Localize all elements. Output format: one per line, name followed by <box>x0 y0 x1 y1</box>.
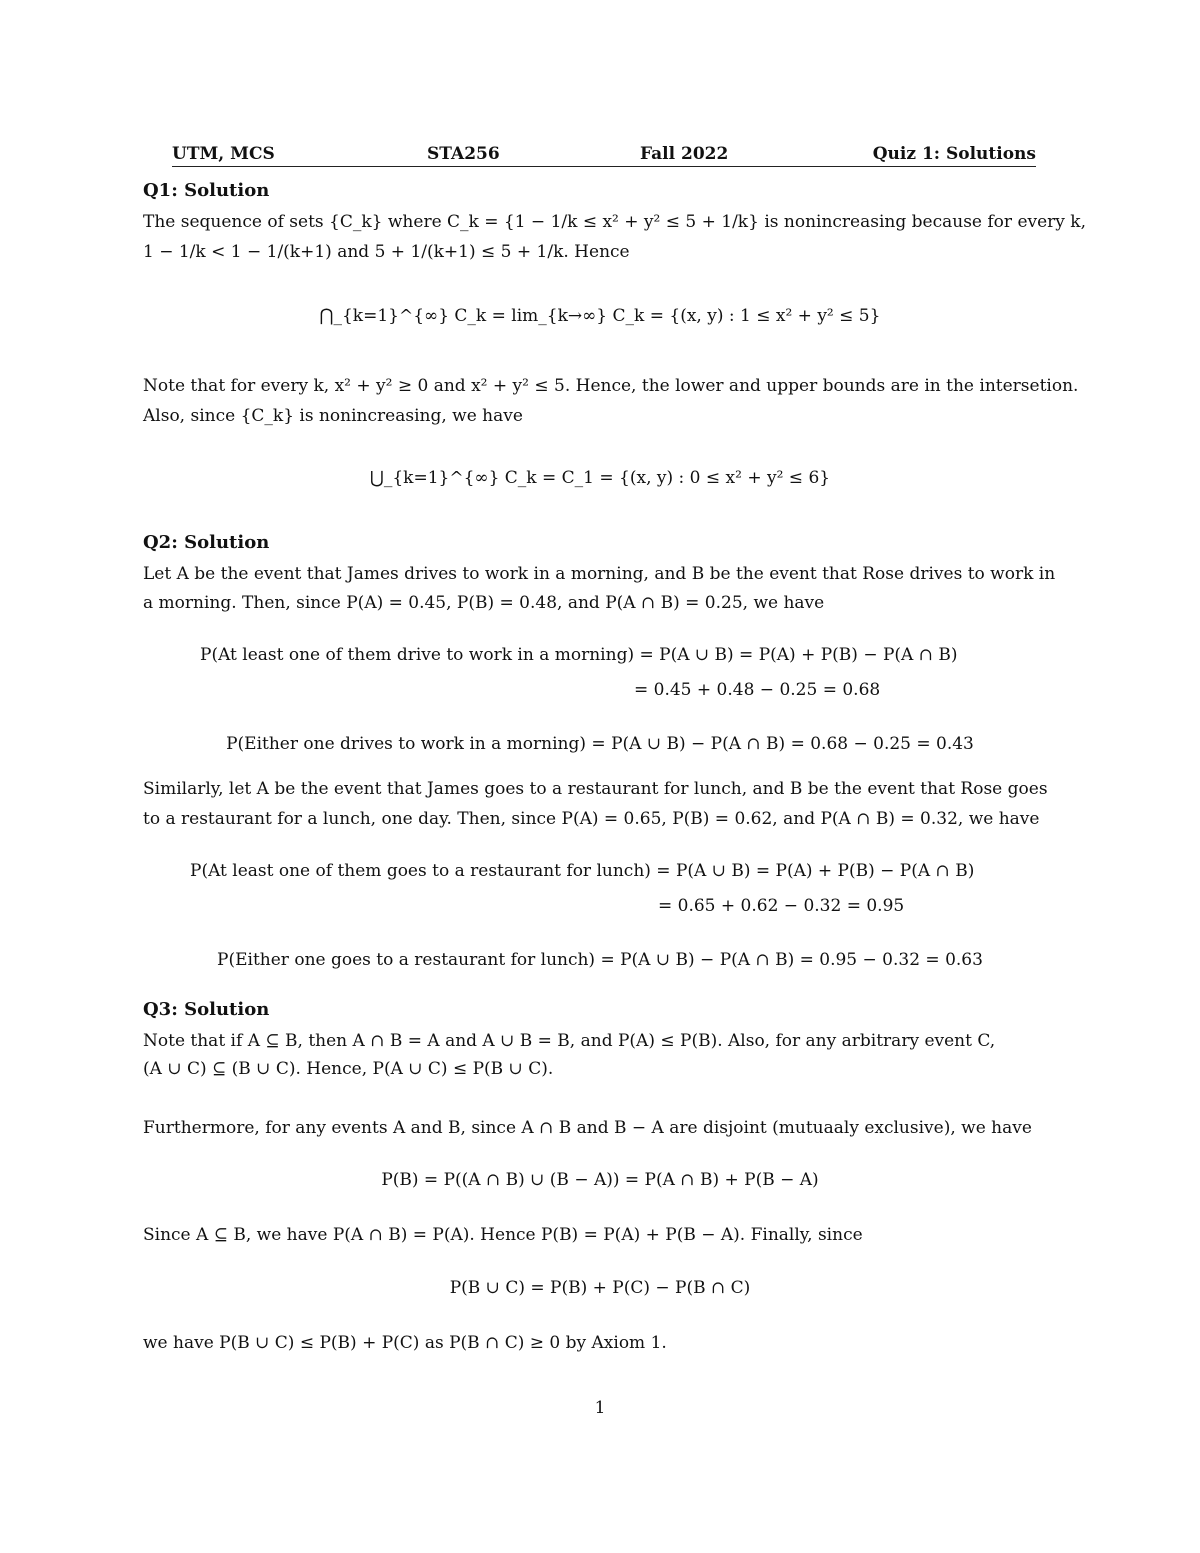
q2-equation-restaurant-value: = 0.65 + 0.62 − 0.32 = 0.95 <box>658 896 905 916</box>
header-title: Quiz 1: Solutions <box>872 144 1036 164</box>
q1-paragraph-line-2: 1 − 1/k < 1 − 1/(k+1) and 5 + 1/(k+1) ≤ 5 + 1/k. Hence <box>143 242 630 262</box>
q2-equation-either-one: P(Either one drives to work in a morning) = P(A ∪ B) − P(A ∩ B) = 0.68 − 0.25 = 0.43 <box>226 734 974 754</box>
q3-paragraph-line-1: Note that if A ⊆ B, then A ∩ B = A and A ∪ B = B, and P(A) ≤ P(B). Also, for any arbitrary event C, <box>143 1031 996 1051</box>
header-course: STA256 <box>427 144 500 164</box>
q1-equation-union: ⋃_{k=1}^{∞} C_k = C_1 = {(x, y) : 0 ≤ x² + y² ≤ 6} <box>369 468 831 488</box>
q2-paragraph-line-1: Let A be the event that James drives to work in a morning, and B be the event that Rose drives to work in <box>143 564 1056 584</box>
header-term: Fall 2022 <box>640 144 729 164</box>
q2-paragraph-line-4: to a restaurant for a lunch, one day. Then, since P(A) = 0.65, P(B) = 0.62, and P(A ∩ B) = 0.32, we have <box>143 809 1040 829</box>
q3-paragraph-line-2: (A ∪ C) ⊆ (B ∪ C). Hence, P(A ∪ C) ≤ P(B ∪ C). <box>143 1059 554 1079</box>
page-number: 1 <box>594 1398 606 1418</box>
page-header <box>172 144 1036 167</box>
header-institution: UTM, MCS <box>172 144 275 164</box>
q2-equation-restaurant-either-one: P(Either one goes to a restaurant for lunch) = P(A ∪ B) − P(A ∩ B) = 0.95 − 0.32 = 0.63 <box>217 950 983 970</box>
q3-paragraph-line-5: we have P(B ∪ C) ≤ P(B) + P(C) as P(B ∩ C) ≥ 0 by Axiom 1. <box>143 1333 667 1353</box>
q3-paragraph-line-4: Since A ⊆ B, we have P(A ∩ B) = P(A). Hence P(B) = P(A) + P(B − A). Finally, since <box>143 1225 863 1245</box>
q3-equation-partition: P(B) = P((A ∩ B) ∪ (B − A)) = P(A ∩ B) + P(B − A) <box>381 1170 819 1190</box>
q1-heading: Q1: Solution <box>143 180 270 201</box>
q2-heading: Q2: Solution <box>143 532 270 553</box>
q1-paragraph-line-4: Also, since {C_k} is nonincreasing, we have <box>143 406 523 426</box>
q1-paragraph-line-1: The sequence of sets {C_k} where C_k = {1 − 1/k ≤ x² + y² ≤ 5 + 1/k} is nonincreasing because for every k, <box>143 212 1087 232</box>
q2-equation-at-least-one-value: = 0.45 + 0.48 − 0.25 = 0.68 <box>634 680 881 700</box>
q2-paragraph-line-2: a morning. Then, since P(A) = 0.45, P(B) = 0.48, and P(A ∩ B) = 0.25, we have <box>143 593 825 613</box>
q3-paragraph-line-3: Furthermore, for any events A and B, since A ∩ B and B − A are disjoint (mutuaaly exclusive), we have <box>143 1118 1032 1138</box>
q2-paragraph-line-3: Similarly, let A be the event that James goes to a restaurant for lunch, and B be the event that Rose goes <box>143 779 1048 799</box>
q2-equation-at-least-one: P(At least one of them drive to work in a morning) = P(A ∪ B) = P(A) + P(B) − P(A ∩ B) <box>200 645 958 665</box>
q1-paragraph-line-3: Note that for every k, x² + y² ≥ 0 and x² + y² ≤ 5. Hence, the lower and upper bounds are in the intersetion. <box>143 376 1079 396</box>
q3-heading: Q3: Solution <box>143 999 270 1020</box>
q1-equation-intersection: ⋂_{k=1}^{∞} C_k = lim_{k→∞} C_k = {(x, y) : 1 ≤ x² + y² ≤ 5} <box>319 306 881 326</box>
q3-equation-union-bc: P(B ∪ C) = P(B) + P(C) − P(B ∩ C) <box>449 1278 751 1298</box>
q2-equation-restaurant-at-least-one: P(At least one of them goes to a restaurant for lunch) = P(A ∪ B) = P(A) + P(B) − P(A ∩ B) <box>190 861 975 881</box>
